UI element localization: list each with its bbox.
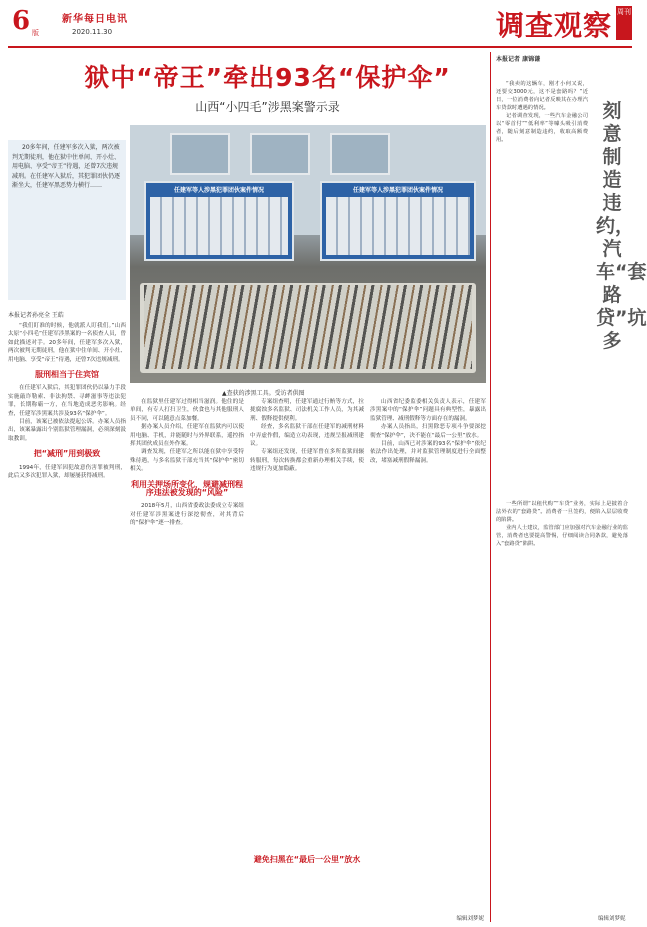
- issue-date: 2020.11.30: [72, 28, 113, 36]
- section-heading: 把“减刑”用到极致: [33, 449, 101, 459]
- paragraph: 2018年5月，山西省委政法委成立专案组对任建军涉黑案进行深挖彻查，对其背后的“保护伞”逐一排查。: [130, 503, 244, 527]
- paragraph: 经查，多名监狱干部在任建军的减刑材料中弄虚作假，编造立功表现，违规呈报减刑建议。: [250, 424, 364, 448]
- paragraph: “我卖的这辆车，刚才小何又说，还要交3000元，这不是套路吗？”近日，一位消费者向记者反映其在办理汽车贷款时遭遇的情况。: [496, 81, 588, 111]
- board-content: [326, 197, 470, 255]
- board-content: [150, 197, 288, 255]
- photo-window: [170, 133, 230, 175]
- headline: 狱中“帝王”牵出93名“保护伞”: [84, 63, 451, 92]
- paragraph: 专案组还发现，任建军曾在多所监狱间辗转服刑，每次转换都会重新办理相关手续，使违规行为更加隐蔽。: [250, 449, 364, 473]
- sidebar-divider: [490, 52, 491, 922]
- section-logo: 调查观察: [495, 9, 612, 42]
- paragraph: 办案人员指出，扫黑除恶专项斗争要深挖彻查“保护伞”，决不能在“最后一公里”放水。: [370, 424, 486, 439]
- article-column-4: [370, 398, 486, 923]
- article-column-3: [250, 398, 364, 923]
- header-rule: [8, 46, 632, 48]
- paragraph: 目前，山西已对涉案的93名“保护伞”依纪依法作出处理，并对监狱管理制度进行全面整改，堵塞减刑假释漏洞。: [370, 441, 486, 464]
- sidebar-body: [496, 80, 588, 500]
- paragraph: 一些所谓“以租代购”“车贷”业务，实际上是披着合法外衣的“套路贷”。消费者一旦签约，便陷入层层收费的陷阱。: [496, 501, 628, 523]
- paragraph: 记者调查发现，一些汽车金融公司以“零首付”“低利率”等噱头吸引消费者，随后刻意制造违约，收取高额费用。: [496, 113, 588, 143]
- paragraph: 业内人士建议，监管部门应加强对汽车金融行业的监管，消费者也要提高警惕，仔细阅读合同条款，避免落入“套路贷”陷阱。: [496, 525, 628, 547]
- photo-window: [250, 133, 310, 175]
- paragraph: 调查发现，任建军之所以能在狱中享受特殊待遇，与多名监狱干部充当其“保护伞”密切相关。: [130, 449, 244, 473]
- paragraph: 在任建军入狱后，其犯罪团伙仍以暴力手段实施敲诈勒索、非法拘禁、寻衅滋事等违法犯罪，长期称霸一方，在当地造成恶劣影响。经查，任建军涉黑案共涉及93名“保护伞”。: [8, 385, 126, 417]
- paragraph: 目前，该案已被依法提起公诉。办案人员指出，该案暴露出个别监狱管理漏洞，必须深刻汲取教训。: [8, 419, 126, 442]
- paragraph: 1994年，任建军因犯故意伤害罪被判刑，此后又多次犯罪入狱，却屡屡获得减刑。: [8, 464, 126, 480]
- paragraph: “我们盯准的时候，他就派人盯我们。”山西太原“小四毛”任建军涉黑案的一名侦查人员，曾如此描述对手。20多年间，任建军多次入狱，两次被判无期徒刑，他在狱中住单间、开小灶、用电脑、享受“帝王”待遇，还曾7次违规减刑。: [8, 323, 126, 363]
- paragraph: 专案组查明，任建军通过行贿等方式，拉拢腐蚀多名监狱、司法机关工作人员，为其减刑、假释提供便利。: [250, 399, 364, 422]
- author-byline: 本报记者孙亮全 王皓: [8, 312, 64, 319]
- sidebar-editor-credit: 编辑刘梦妮: [598, 916, 626, 922]
- lead-paragraph: 20多年间，任建军多次入狱，两次被判无期徒刑，他在狱中住单间、开小灶、用电脑、享受“帝王”待遇，还曾7次违规减刑。在任建军入狱后，其犯罪团伙仍逐渐坐大，任建军黑恶势力横行……: [8, 140, 126, 300]
- board-title: 任建军等人涉黑犯罪团伙案件情况: [173, 187, 264, 194]
- sidebar-body-lower: [496, 500, 628, 910]
- subheadline: 山西“小四毛”涉黑案警示录: [195, 100, 340, 114]
- display-board-left: [144, 181, 294, 261]
- section-heading: 避免扫黑在“最后一公里”放水: [253, 855, 361, 864]
- paragraph: 山西省纪委监委相关负责人表示，任建军涉黑案中的“保护伞”问题具有典型性，暴露出监狱管理、减刑假释等方面存在的漏洞。: [370, 399, 486, 422]
- paragraph: 在监狱里任建军过得相当滋润。他住的是单间，有专人打扫卫生，伙食也与其他服刑人员不同，可以随意点菜加餐。: [130, 399, 244, 422]
- board-title: 任建军等人涉黑犯罪团伙案件情况: [352, 187, 443, 194]
- paragraph: 据办案人员介绍，任建军在监狱内可以使用电脑、手机，并能随时与外界联系，遥控指挥其团伙成员在外作案。: [130, 424, 244, 448]
- page-number: 6: [12, 6, 31, 36]
- sidebar-byline: 本报记者 康锦谦: [496, 56, 541, 63]
- display-board-right: [320, 181, 476, 261]
- news-photo: [130, 125, 486, 383]
- section-tag: 周刊: [616, 6, 632, 40]
- section-heading: 利用关押场所变化，规避减刑程序违法被发现的“风险”: [131, 479, 243, 498]
- page-suffix: 版: [32, 29, 39, 37]
- photo-window: [330, 133, 390, 175]
- commentary-title: 刻意制造违约，汽车“套路贷”坑多: [596, 100, 647, 352]
- article-column-2: [130, 398, 244, 923]
- section-heading: 服刑相当于住宾馆: [35, 370, 99, 380]
- photo-caption: ▲查获的涉黑工具。受访者供图: [222, 390, 305, 397]
- newspaper-name: 新华每日电讯: [62, 14, 128, 25]
- editor-credit: 编辑刘梦妮: [456, 916, 484, 922]
- article-column-1: [8, 322, 126, 922]
- page-header: [0, 0, 640, 46]
- seized-items: [144, 285, 472, 369]
